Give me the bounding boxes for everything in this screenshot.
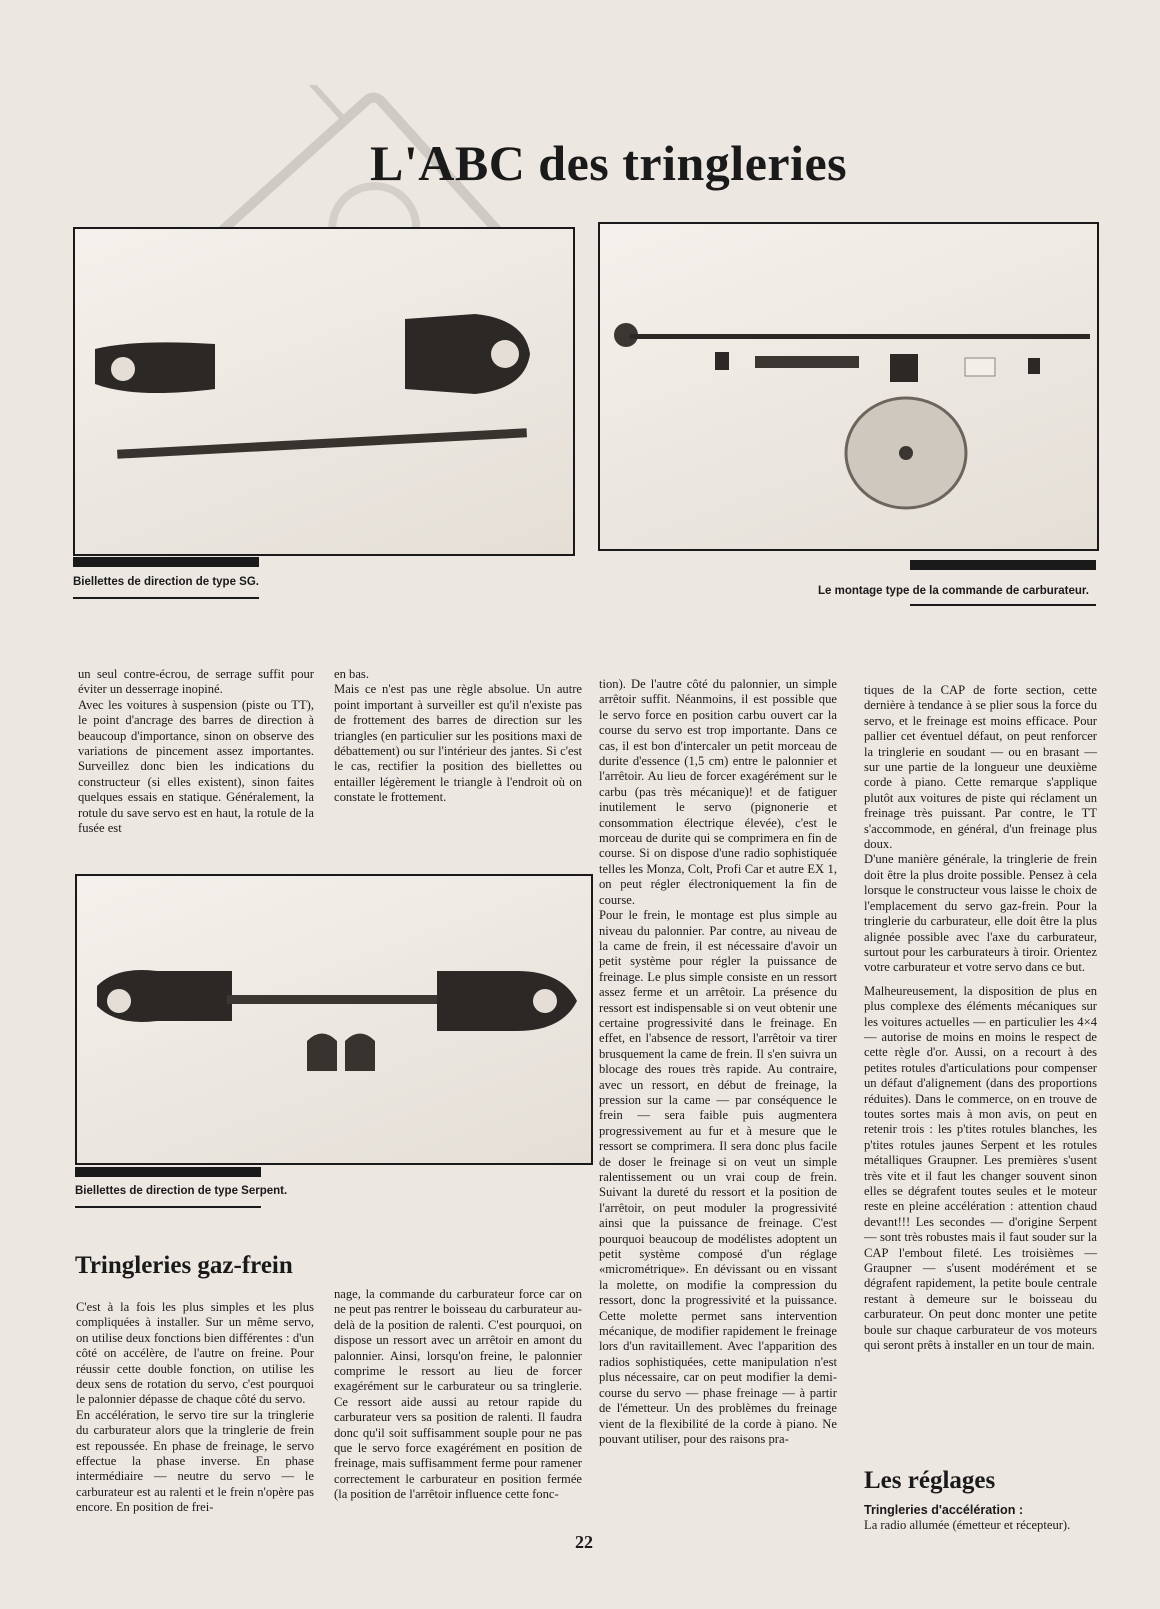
paragraph: Avec les voitures à suspension (piste ou TT), le point d'ancrage des barres de direction à beaucoup d'importance, sinon on observe des variations de pincement assez importantes. Surveillez donc bien les indications du constructeur (si elles existent), sinon faites quelques essais en statique. Généralement, la rotule du save servo est en haut, la rotule de la fusée est <box>78 697 314 836</box>
caption-serpent-biellettes: Biellettes de direction de type Serpent. <box>75 1185 288 1197</box>
caption-rule-left-middle <box>75 1206 261 1208</box>
paragraph: en bas. <box>334 667 369 681</box>
column-1-top <box>78 667 314 836</box>
column-1-bottom <box>76 1300 314 1516</box>
paragraph: nage, la commande du carburateur force car on ne peut pas rentrer le boisseau du carburateur au-delà de la position de ralenti. C'est pourquoi, on dispose un ressort avec un arrêtoir en amont du palonnier. Ainsi, lorsqu'on freine, le palonnier comprime le ressort au lieu de forcer exagérément sur le carburateur ou sa tringlerie. Ce ressort aide aussi au retour rapide du carburateur vers sa position de ralenti. Il faudra donc qu'il soit suffisamment souple pour ne pas que le servo force exagérément en position de freinage, mais suffisamment ferme pour ramener correctement le carburateur en position fermée (la position de l'arrêtoir influence cette fonc- <box>334 1287 582 1502</box>
caption-bar-left-top <box>73 557 259 567</box>
paragraph: C'est à la fois les plus simples et les plus compliquées à installer. Sur un même servo, on utilise deux fonctions bien différentes : d'un côté on accélère, de l'autre on freine. Pour réussir cette double fonction, on utilise les deux sens de rotation du servo, c'est pourquoi le palonnier dépasse de chaque côté du servo. <box>76 1300 314 1407</box>
photo-serpent-biellettes <box>75 874 593 1165</box>
subheading-tringleries-acceleration: Tringleries d'accélération : <box>864 1503 1024 1517</box>
paragraph: un seul contre-écrou, de serrage suffit pour éviter un desserrage inopiné. <box>78 667 314 697</box>
paragraph: Mais ce n'est pas une règle absolue. Un autre point important à surveiller est qu'il n'existe pas de frottement des barres de direction sur les triangles (en particulier sur les positions maxi de débattement) ou sur l'intérieur des jantes. Si c'est le cas, rectifier la position des biellettes ou entailler légèrement le triangle à l'endroit où on constate le frottement. <box>334 682 582 805</box>
column-4-reglages <box>864 1503 1097 1534</box>
sg-biellettes-image <box>75 229 573 554</box>
caption-bar-right-top <box>910 560 1096 570</box>
article-title: L'ABC des tringleries <box>370 135 848 191</box>
column-2-bottom <box>334 1287 582 1503</box>
paragraph: D'une manière générale, la tringlerie de frein doit être la plus droite possible. Pensez à cela lorsque le constructeur vous laisse le choix de l'emplacement du servo gaz-frein. Pour la tringlerie du carburateur, elle doit être la plus alignée possible avec l'axe du carburateur, surtout pour les carburateurs à tiroir. Orientez votre carburateur et votre servo dans ce but. <box>864 852 1097 975</box>
heading-tringleries-gaz-frein: Tringleries gaz-frein <box>75 1252 293 1279</box>
column-3 <box>599 677 837 1447</box>
caption-carburateur-montage: Le montage type de la commande de carburateur. <box>818 585 1089 597</box>
page-number: 22 <box>575 1532 593 1552</box>
caption-rule-left-top <box>73 597 259 599</box>
serpent-biellettes-image <box>77 876 591 1163</box>
paragraph: La radio allumée (émetteur et récepteur). <box>864 1518 1071 1533</box>
paragraph: Pour le frein, le montage est plus simple au niveau du palonnier. Par contre, au niveau de la came de frein, il est nécessaire d'avoir un petit système pour régler la puissance de freinage. Le plus simple consiste en un ressort assez ferme et un arrêtoir. La présence du ressort est indispensable si on veut obtenir une certaine progressivité dans le freinage. En effet, en l'absence de ressort, l'arrêtoir va tirer brusquement la came de frein. Il s'en suivra un blocage des roues très rapide. Au contraire, avec un ressort, en début de freinage, la pression sur la came — par conséquence le frein — sera faible puis augmentera progressivement au fur et à mesure que le ressort se comprimera. Il sera donc plus facile de doser le freinage si on veut un simple ralentissement ou un vrai coup de frein. Suivant la dureté du ressort et la position de l'arrêtoir, on peut moduler la progressivité ainsi que la puissance de freinage. C'est pourquoi beaucoup de modélistes adoptent un petit système composé d'un réglage «micrométrique». En dévissant ou en vissant la molette, on modifie la compression du ressort, donc la progressivité et la puissance. Cette molette permet sans intervention mécanique, de modifier rapidement le freinage lors d'un ravitaillement. Avec l'apparition des radios sophistiquées, cette manipulation n'est plus nécessaire, car on peut modifier la demi-course du servo — phase freinage — à partir de l'émetteur. Un des problèmes du freinage vient de la flexibilité de la corde à piano. Ne pouvant utiliser, pour des raisons pra- <box>599 908 837 1446</box>
column-4 <box>864 683 1097 1353</box>
carburateur-montage-image <box>600 224 1097 549</box>
heading-les-reglages: Les réglages <box>864 1467 996 1494</box>
caption-rule-right-top <box>910 604 1096 606</box>
paragraph: En accélération, le servo tire sur la tringlerie du carburateur alors que la tringlerie de frein est repoussée. En phase de freinage, le servo effectue la phase inverse. En phase intermédiaire — neutre du servo — le carburateur est au ralenti et le frein n'opère pas encore. En position de frei- <box>76 1407 314 1515</box>
caption-sg-biellettes: Biellettes de direction de type SG. <box>73 576 259 588</box>
photo-carburateur-montage <box>598 222 1099 551</box>
paragraph: Malheureusement, la disposition de plus en plus complexe des éléments mécaniques sur les voitures actuelles — en particulier les 4×4 — autorise de moins en moins le respect de cette règle d'or. Aussi, on a recourt à des petites rotules d'articulations pour compenser un défaut d'alignement (dans des proportions réduites). Dans le commerce, on en trouve de toutes sortes mais à mon avis, on peut en retenir trois : les p'tites rotules blanches, les p'tites rotules jaunes Serpent et les rotules métalliques Graupner. Les premières s'usent très vite et il faut les changer souvent sinon elles se dégrafent toutes seules et le moteur reste en pleine accélération : attention chaud devant!!! Les secondes — d'origine Serpent — sont très robustes mais il faut souder sur la CAP l'embout fileté. Les troisièmes — Graupner — s'usent modérément et se dégrafent rapidement, la petite boule centrale restant à demeure sur le boisseau du carburateur. On peut donc monter une petite boule sur chaque carburateur de vos moteurs qui seront prêts à installer en un tour de main. <box>864 983 1097 1353</box>
caption-bar-left-middle <box>75 1167 261 1177</box>
paragraph: tion). De l'autre côté du palonnier, un simple arrêtoir suffit. Néanmoins, il est possible que le servo force en position carbu ouvert car la course du servo est trop importante. Dans ce cas, il est bon d'intercaler un petit morceau de durite d'essence (1,5 cm) entre le palonnier et l'arrêtoir. Au lieu de forcer exagérément sur le carbu (pas très mécanique)! et de fatiguer inutilement le servo (pignonerie et consommation électrique élevée), c'est le morceau de durite qui se comprimera en fin de course. Si on dispose d'une radio sophistiquée telles les Monza, Colt, Profi Car et autre EX 1, on peut régler électroniquement la fin de course. <box>599 677 837 907</box>
column-2-top <box>334 667 582 806</box>
photo-sg-biellettes <box>73 227 575 556</box>
paragraph: tiques de la CAP de forte section, cette dernière à tendance à se plier sous la force du servo, et le freinage est moins efficace. Pour pallier cet éventuel défaut, on peut renforcer la tringlerie en soudant — ou en brasant — sur une partie de la longueur une deuxième corde à piano. Cette remarque s'applique plutôt aux voitures de piste qui réclament un freinage très puissant. Par contre, le TT s'accommode, en général, d'un freinage plus doux. <box>864 683 1097 852</box>
